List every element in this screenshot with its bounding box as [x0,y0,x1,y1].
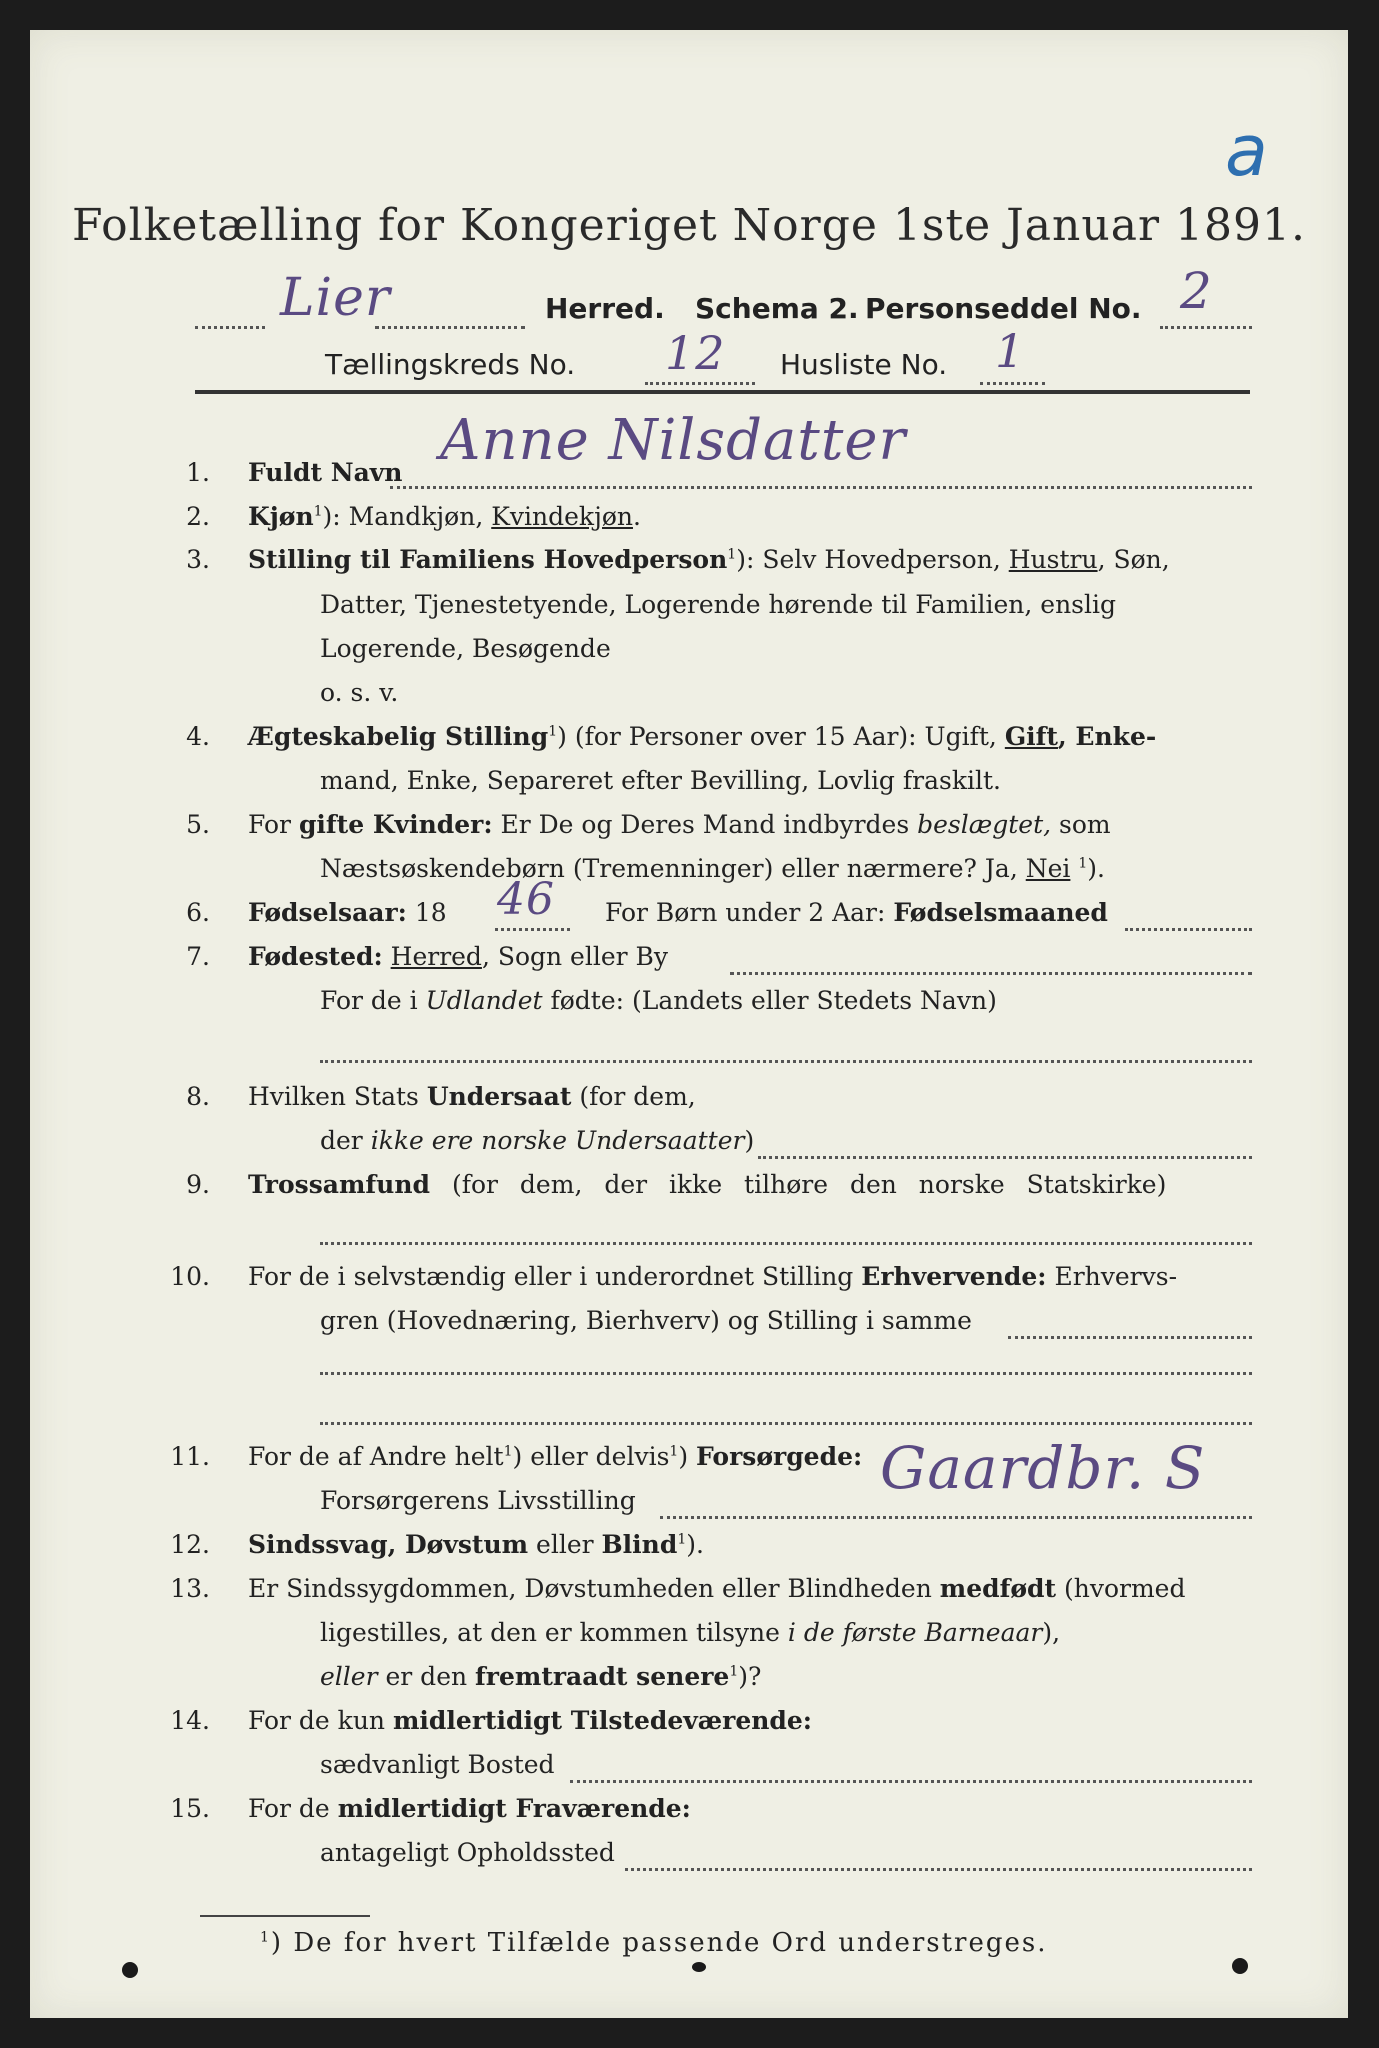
q12-number: 12. [170,1530,210,1559]
q15-line1 [248,1794,691,1823]
q6-year-dots [495,928,570,931]
q11-occupation-value: Gaardbr. S [880,1434,1206,1502]
husliste-value: 1 [995,324,1026,378]
footnote-rule [200,1915,370,1917]
q2-sup: 1 [313,503,323,520]
q4-sup: 1 [548,723,558,740]
kreds-value: 12 [665,326,726,380]
personseddel-label: Personseddel No. [865,292,1142,325]
q2-line [248,502,641,531]
q5-pre: For [248,810,299,839]
q1-number: 1. [186,458,210,487]
q13-text2b: i de første Barneaar [787,1618,1043,1647]
q7-dots1 [730,972,1252,975]
personseddel-dots [1160,326,1252,329]
q13-number: 13. [170,1574,210,1603]
q4-text1c: , Enke- [1057,722,1157,751]
q14-number: 14. [170,1706,210,1735]
q4-label: Ægteskabelig Stilling [248,722,549,751]
q6-text-b: For Børn under 2 Aar: [605,898,894,927]
q7-dots2 [320,1060,1252,1063]
q13-text3b: er den [377,1662,476,1691]
q11-line1 [248,1442,862,1471]
q8-text1a: Hvilken Stats [248,1082,427,1111]
q1-name-value: Anne Nilsdatter [440,408,907,473]
q9-dots [320,1242,1252,1245]
corner-mark: a [1225,110,1268,192]
q8-dots [758,1156,1252,1159]
q2-selected-kvindekjon: Kvindekjøn [491,502,633,531]
q3-label: Stilling til Familiens Hovedperson [248,545,728,574]
q12-label-b: Blind [601,1530,678,1559]
q5-text1c: som [1051,810,1111,839]
form-title: Folketælling for Kongeriget Norge 1ste Januar 1891. [72,200,1306,251]
q7-line2 [320,986,997,1015]
q5-line1 [248,810,1111,839]
punch-hole-center [692,1962,706,1972]
q10-line2: gren (Hovednæring, Bierhverv) og Stilling i samme [320,1306,972,1335]
herred-value: Lier [280,268,391,328]
q10-line1 [248,1262,1177,1291]
q7-number: 7. [186,942,210,971]
q3-selected-hustru: Hustru [1008,545,1098,574]
q9-number: 9. [186,1170,210,1199]
q13-text2a: ligestilles, at den er kommen tilsyne [320,1618,788,1647]
q8-text1b: (for dem, [571,1082,696,1111]
q15-line2: antageligt Opholdssted [320,1838,615,1867]
q10-number: 10. [170,1262,210,1291]
q7-selected-herred: Herred [390,942,482,971]
q5-text2d: ). [1087,854,1105,883]
q15-text1a: For de [248,1794,338,1823]
q15-dots [625,1868,1252,1871]
q5-number: 5. [186,810,210,839]
q3-text1c: , Søn, [1097,545,1170,574]
kreds-label: Tællingskreds No. [325,348,576,381]
q3-line4: o. s. v. [320,678,399,707]
q11-sup-1: 1 [503,1443,513,1460]
q6-year-value: 46 [497,874,555,925]
q7-text1c: , Sogn eller By [481,942,669,971]
kreds-dots [645,382,755,385]
q6-number: 6. [186,898,210,927]
footnote-text: ) De for hvert Tilfælde passende Ord understreges. [270,1928,1048,1958]
q14-line1 [248,1706,812,1735]
q7-text2a: For de i [320,986,426,1015]
q10-dots1 [1008,1336,1252,1339]
q8-text2c: ) [744,1126,755,1155]
q13-text3a: eller [320,1662,378,1691]
q1-label: Fuldt Navn [248,458,403,487]
q7-text2b: Udlandet [425,986,543,1015]
punch-hole-right [1232,1958,1248,1974]
q7-text1a [383,942,391,971]
herred-dots-left [195,326,265,329]
schema-label: Schema 2. [695,292,859,325]
herred-label: Herred. [545,292,665,325]
q10-dots3 [320,1422,1252,1425]
q13-label: medfødt [939,1574,1057,1603]
q14-text1a: For de kun [248,1706,393,1735]
q4-line2: mand, Enke, Separeret efter Bevilling, Lovlig fraskilt. [320,766,1001,795]
q6-prefix: 18 [406,898,447,927]
q3-number: 3. [186,545,210,574]
q4-number: 4. [186,722,210,751]
q5-selected-nei: Nei [1025,854,1071,883]
q11-text1c: ) [678,1442,697,1471]
punch-hole-left [122,1962,138,1978]
q11-line2: Forsørgerens Livsstilling [320,1486,636,1515]
q11-dots [660,1516,1252,1519]
q3-line2: Datter, Tjenestetyende, Logerende hørende til Familien, enslig [320,590,1117,619]
q2-label: Kjøn [248,502,314,531]
q5-sup: 1 [1078,855,1088,872]
q8-line2 [320,1126,754,1155]
q13-line2 [320,1618,1060,1647]
q3-sup: 1 [727,546,737,563]
q11-text1a: For de af Andre helt [248,1442,504,1471]
q1-dots [390,486,1252,489]
q13-text1b: (hvormed [1056,1574,1186,1603]
q14-dots [570,1780,1252,1783]
q11-text1b: ) eller delvis [512,1442,670,1471]
q3-line1 [248,545,1253,574]
q13-line3 [320,1662,761,1691]
q10-text1a: For de i selvstændig eller i underordnet Stilling [248,1262,862,1291]
q13-sup: 1 [729,1663,739,1680]
q13-text1a: Er Sindssygdommen, Døvstumheden eller Blindheden [248,1574,940,1603]
q8-text2a: der [320,1126,371,1155]
q2-text-c: . [632,502,641,531]
q2-number: 2. [186,502,210,531]
q5-text1a: Er De og Deres Mand indbyrdes [492,810,918,839]
q10-dots2 [320,1372,1252,1375]
q15-label: midlertidigt Fraværende: [337,1794,691,1823]
q6-line [248,898,447,927]
q9-text: (for dem, der ikke tilhøre den norske Statskirke) [430,1170,1167,1199]
census-form-page [30,30,1348,2018]
q14-line2: sædvanligt Bosted [320,1750,555,1779]
q11-sup-2: 1 [669,1443,679,1460]
q5-line2 [320,854,1105,883]
q5-label: gifte Kvinder: [298,810,493,839]
q12-text-a: eller [528,1530,602,1559]
q12-line [248,1530,704,1559]
q6-line-b [605,898,1108,927]
q10-text1b: Erhvervs- [1046,1262,1178,1291]
header-rule [195,390,1250,394]
q12-sup: 1 [677,1531,687,1548]
q14-label: midlertidigt Tilstedeværende: [392,1706,813,1735]
q4-selected-gift: Gift [1004,722,1058,751]
q13-text2c: ), [1042,1618,1061,1647]
q13-text3c: fremtraadt senere [475,1662,730,1691]
q7-label: Fødested: [248,942,383,971]
q6-label: Fødselsaar: [248,898,407,927]
herred-dots-right [375,326,525,329]
q7-line1 [248,942,668,971]
husliste-dots [980,382,1045,385]
q9-line [248,1170,1253,1199]
personseddel-value: 2 [1180,262,1213,320]
q4-text1a: ) (for Personer over 15 Aar): Ugift, [557,722,1005,751]
q11-number: 11. [170,1442,210,1471]
q12-text-b: ). [686,1530,704,1559]
q13-line1 [248,1574,1185,1603]
q8-line1 [248,1082,696,1111]
q8-number: 8. [186,1082,210,1111]
q7-text2c: fødte: (Landets eller Stedets Navn) [542,986,997,1015]
q3-text1a: ): Selv Hovedperson, [736,545,1009,574]
q2-text-a: ): Mandkjøn, [322,502,492,531]
q4-line1 [248,722,1156,751]
footnote [260,1928,1048,1958]
q5-text2a: Næstsøskendebørn (Tremenninger) eller nærmere? Ja, [320,854,1026,883]
q15-number: 15. [170,1794,210,1823]
footnote-sup: 1 [260,1929,271,1946]
q11-label: Forsørgede: [696,1442,863,1471]
q8-text2b: ikke ere norske Undersaatter [370,1126,745,1155]
husliste-label: Husliste No. [780,348,948,381]
q3-line3: Logerende, Besøgende [320,634,611,663]
q9-label: Trossamfund [248,1170,431,1199]
q10-label: Erhvervende: [861,1262,1047,1291]
q12-label: Sindssvag, Døvstum [248,1530,529,1559]
q13-text3d: )? [738,1662,762,1691]
q6-dots [1125,928,1252,931]
q8-label: Undersaat [426,1082,572,1111]
q5-text1b: beslægtet, [917,810,1052,839]
q6-label-b: Fødselsmaaned [893,898,1108,927]
